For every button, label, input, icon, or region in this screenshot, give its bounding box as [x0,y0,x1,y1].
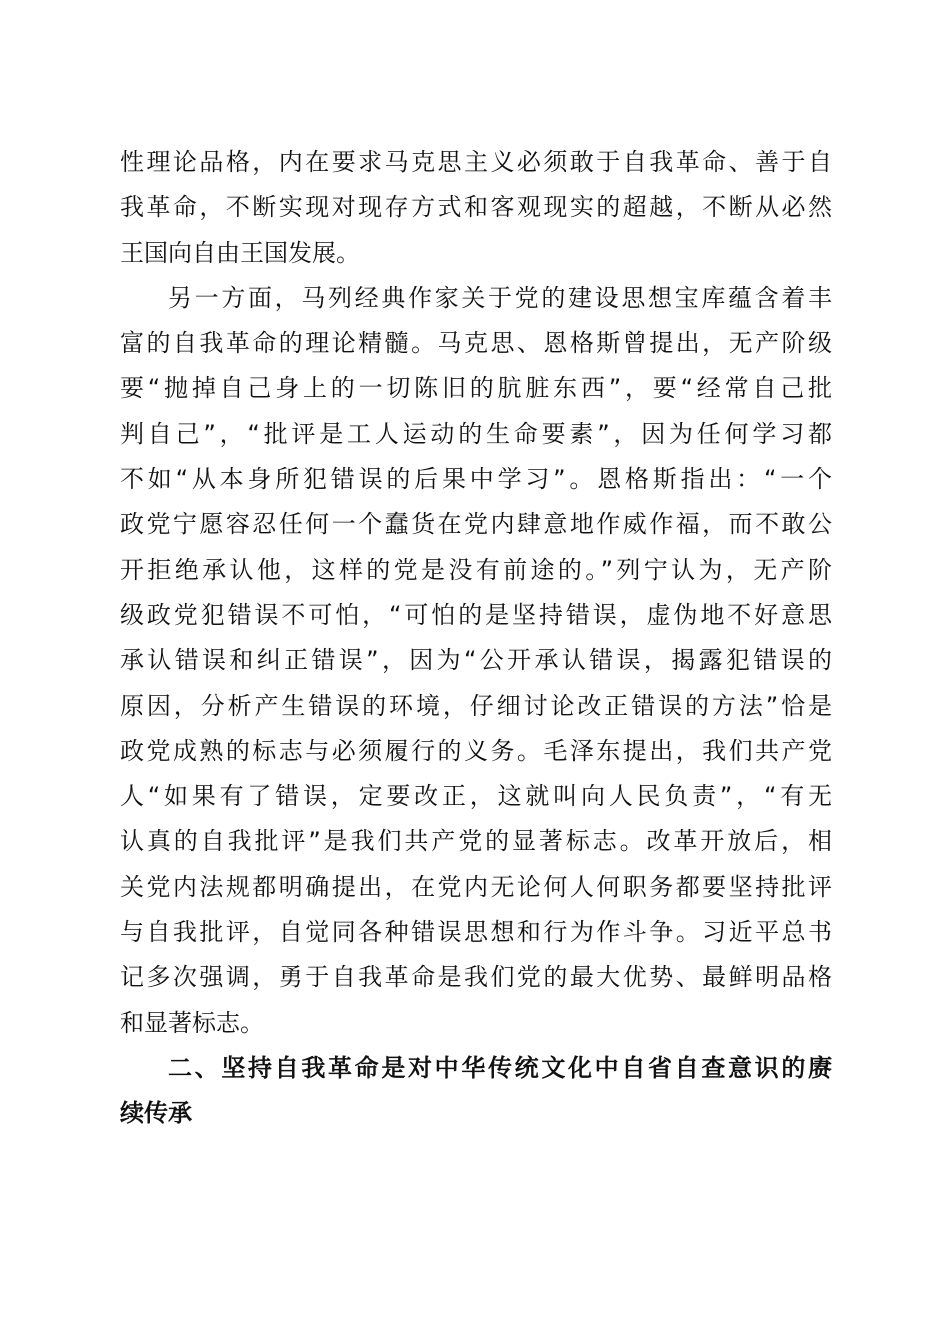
text-line: 性理论品格，内在要求马克思主义必须敢于自我革命、善于自 [120,148,832,176]
text-line: 要“抛掉自己身上的一切陈旧的肮脏东西”，要“经常自己批 [120,374,832,403]
paragraph-marxist-classics [120,276,832,1046]
text-line: 原因，分析产生错误的环境，仔细讨论改正错误的方法”恰是 [120,691,832,720]
text-line: 和显著标志。 [120,1008,264,1037]
paragraph-continuation [120,140,832,276]
text-line: 认真的自我批评”是我们共产党的显著标志。改革开放后，相 [120,827,832,856]
text-line: 级政党犯错误不可怕，“可怕的是坚持错误，虚伪地不好意思 [120,600,832,629]
document-body [120,140,832,1137]
text-line: 记多次强调，勇于自我革命是我们党的最大优势、最鲜明品格 [120,963,832,992]
text-line: 开拒绝承认他，这样的党是没有前途的。”列宁认为，无产阶 [120,555,832,584]
text-line: 我革命，不断实现对现存方式和客观现实的超越，不断从必然 [120,193,832,222]
text-line: 另一方面，马列经典作家关于党的建设思想宝库蕴含着丰 [168,283,832,312]
text-line: 判自己”，“批评是工人运动的生命要素”，因为任何学习都 [120,419,832,448]
heading-line: 续传承 [120,1099,192,1128]
text-line: 王国向自由王国发展。 [120,238,360,267]
text-line: 关党内法规都明确提出，在党内无论何人何职务都要坚持批评 [120,872,832,901]
text-line: 政党宁愿容忍任何一个蠢货在党内肆意地作威作福，而不敢公 [120,510,832,539]
text-line: 人“如果有了错误，定要改正，这就叫向人民负责”，“有无 [120,782,832,811]
text-line: 政党成熟的标志与必须履行的义务。毛泽东提出，我们共产党 [120,736,832,765]
heading-line: 二、坚持自我革命是对中华传统文化中自省自查意识的赓 [168,1053,832,1082]
text-line: 承认错误和纠正错误”，因为“公开承认错误，揭露犯错误的 [120,646,832,675]
text-line: 富的自我革命的理论精髓。马克思、恩格斯曾提出，无产阶级 [120,329,832,358]
text-line: 不如“从本身所犯错误的后果中学习”。恩格斯指出：“一个 [120,465,832,494]
section-heading [120,1046,832,1137]
text-line: 与自我批评，自觉同各种错误思想和行为作斗争。习近平总书 [120,918,832,947]
